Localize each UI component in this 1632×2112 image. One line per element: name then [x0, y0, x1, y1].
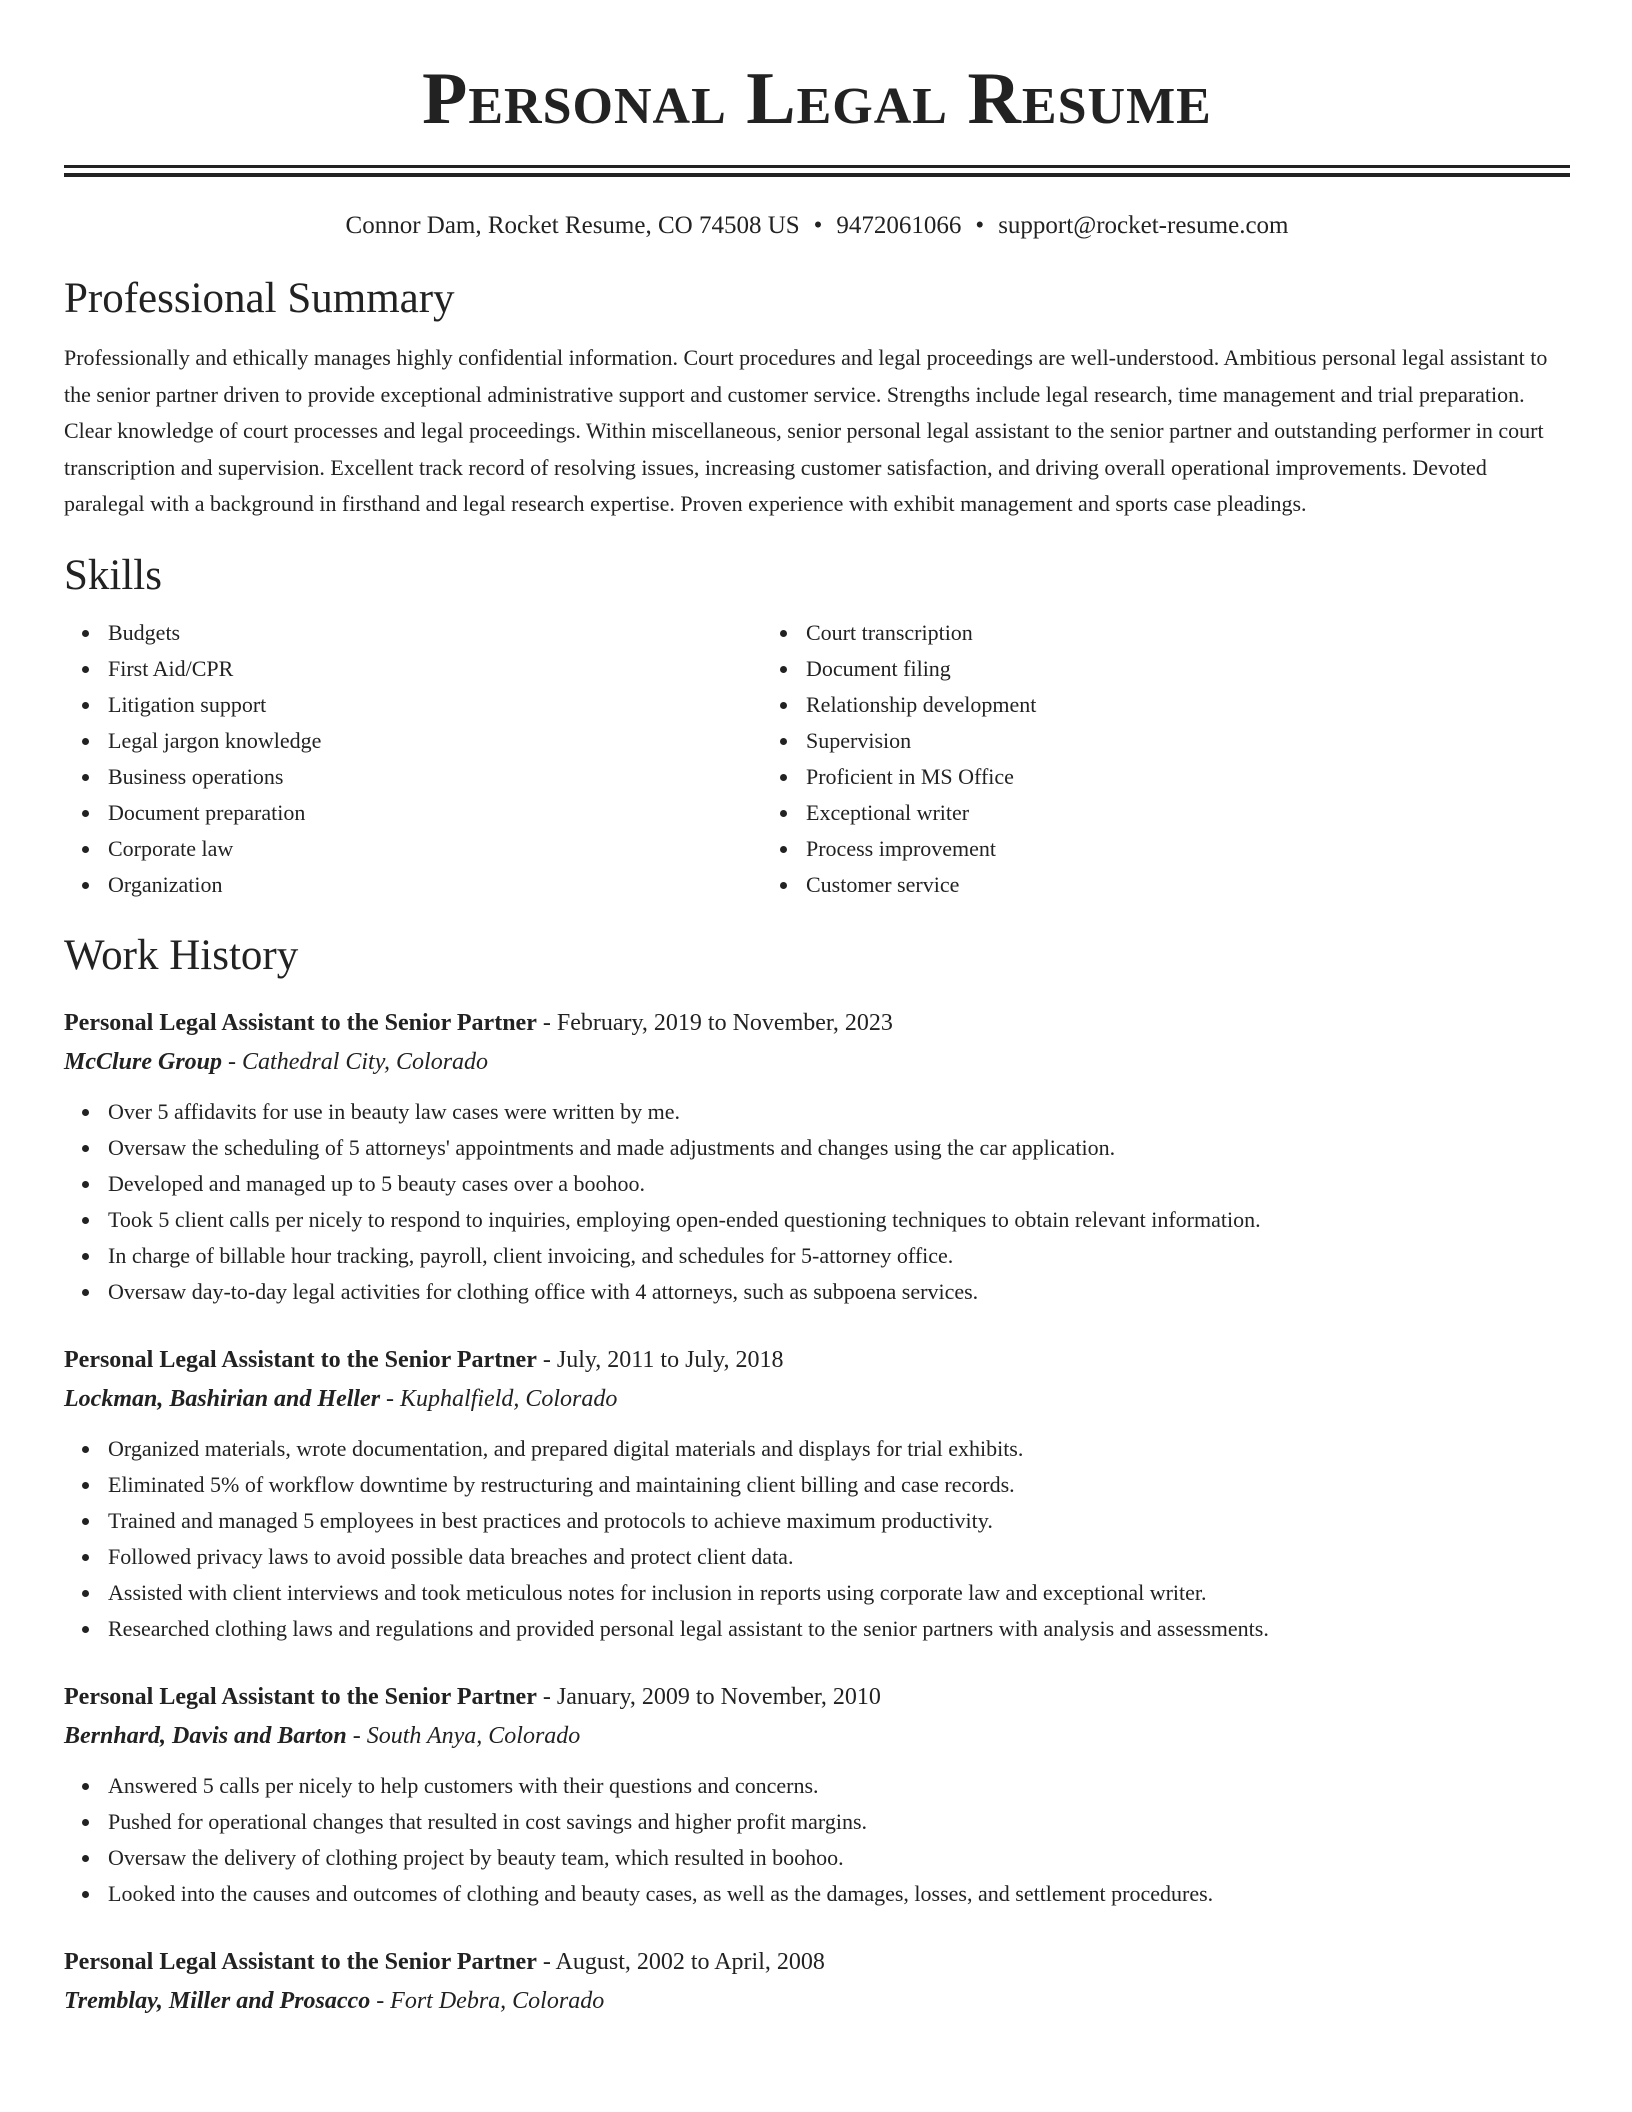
contact-email: support@rocket-resume.com [998, 212, 1289, 239]
contact-line [64, 210, 1570, 242]
skill-item: Customer service [806, 867, 1570, 903]
job-bullet: In charge of billable hour tracking, payroll, client invoicing, and schedules for 5-attorney office. [108, 1238, 1570, 1274]
job-company: McClure Group [64, 1048, 223, 1075]
job-dates: - July, 2011 to July, 2018 [536, 1346, 784, 1373]
job-company: Lockman, Bashirian and Heller [64, 1385, 381, 1412]
contact-address: Connor Dam, Rocket Resume, CO 74508 US [345, 212, 800, 239]
skill-item: Relationship development [806, 687, 1570, 723]
job-company: Bernhard, Davis and Barton [64, 1722, 347, 1749]
job-bullet: Eliminated 5% of workflow downtime by restructuring and maintaining client billing and case records. [108, 1467, 1570, 1503]
job-dates: - January, 2009 to November, 2010 [536, 1683, 881, 1710]
skill-item: Organization [108, 867, 762, 903]
summary-text: Professionally and ethically manages highly confidential information. Court procedures and legal proceedings are well-understood. Ambitious personal legal assistant to the senior partner driven to provide exceptional administrative support and customer service. Strengths include legal research, time management and trial preparation. Clear knowledge of court processes and legal proceedings. Within miscellaneous, senior personal legal assistant to the senior partner and outstanding performer in court transcription and supervision. Excellent track record of resolving issues, increasing customer satisfaction, and driving overall operational improvements. Devoted paralegal with a background in firsthand and legal research expertise. Proven experience with exhibit management and sports case pleadings. [64, 345, 1548, 516]
skill-item: Process improvement [806, 831, 1570, 867]
job-role: Personal Legal Assistant to the Senior Partner [64, 1683, 537, 1710]
job-bullet: Oversaw the delivery of clothing project by beauty team, which resulted in boohoo. [108, 1840, 1570, 1876]
job-bullet: Organized materials, wrote documentation, and prepared digital materials and displays for trial exhibits. [108, 1431, 1570, 1467]
job-role: Personal Legal Assistant to the Senior Partner [64, 1948, 537, 1975]
skill-item: First Aid/CPR [108, 651, 762, 687]
job-dates: - February, 2019 to November, 2023 [536, 1009, 893, 1036]
work-history-heading: Work History [64, 931, 299, 979]
job-bullet: Oversaw the scheduling of 5 attorneys' appointments and made adjustments and changes using the car application. [108, 1130, 1570, 1166]
skills-column-right [762, 615, 1570, 903]
job-bullet: Over 5 affidavits for use in beauty law cases were written by me. [108, 1094, 1570, 1130]
job-bullet: Researched clothing laws and regulations and provided personal legal assistant to the senior partners with analysis and assessments. [108, 1611, 1570, 1647]
job-entry [64, 1944, 1570, 2019]
job-entry [64, 1679, 1570, 1912]
skill-item: Corporate law [108, 831, 762, 867]
job-bullet: Assisted with client interviews and took meticulous notes for inclusion in reports using corporate law and exceptional writer. [108, 1575, 1570, 1611]
job-bullet: Took 5 client calls per nicely to respond to inquiries, employing open-ended questioning techniques to obtain relevant information. [108, 1202, 1570, 1238]
skills-heading: Skills [64, 551, 162, 599]
contact-phone: 9472061066 [836, 212, 962, 239]
resume-title: Personal Legal Resume [422, 58, 1212, 140]
contact-separator: • [813, 212, 823, 239]
company-line [64, 1983, 1570, 2019]
job-title-line [64, 1944, 1570, 1980]
job-title-line [64, 1342, 1570, 1378]
company-line [64, 1381, 1570, 1417]
contact-separator: • [975, 212, 985, 239]
skill-item: Budgets [108, 615, 762, 651]
job-bullet: Followed privacy laws to avoid possible data breaches and protect client data. [108, 1539, 1570, 1575]
job-location: - Fort Debra, Colorado [370, 1987, 605, 2014]
summary-heading: Professional Summary [64, 275, 455, 322]
job-location: - Kuphalfield, Colorado [380, 1385, 618, 1412]
job-role: Personal Legal Assistant to the Senior Partner [64, 1009, 537, 1036]
title-rule-top [64, 165, 1570, 168]
job-dates: - August, 2002 to April, 2008 [536, 1948, 825, 1975]
skill-item: Business operations [108, 759, 762, 795]
job-bullet: Looked into the causes and outcomes of clothing and beauty cases, as well as the damages, losses, and settlement procedures. [108, 1876, 1570, 1912]
job-location: - South Anya, Colorado [346, 1722, 581, 1749]
job-entry [64, 1005, 1570, 1310]
skill-item: Legal jargon knowledge [108, 723, 762, 759]
job-bullet: Pushed for operational changes that resulted in cost savings and higher profit margins. [108, 1804, 1570, 1840]
skills-list [64, 615, 1570, 903]
title-rule-bottom [64, 173, 1570, 177]
job-location: - Cathedral City, Colorado [222, 1048, 489, 1075]
skill-item: Exceptional writer [806, 795, 1570, 831]
job-company: Tremblay, Miller and Prosacco [64, 1987, 371, 2014]
job-bullet: Oversaw day-to-day legal activities for clothing office with 4 attorneys, such as subpoena services. [108, 1274, 1570, 1310]
skill-item: Supervision [806, 723, 1570, 759]
company-line [64, 1718, 1570, 1754]
job-bullets [64, 1768, 1570, 1912]
skill-item: Document filing [806, 651, 1570, 687]
job-entry [64, 1342, 1570, 1647]
job-bullet: Answered 5 calls per nicely to help customers with their questions and concerns. [108, 1768, 1570, 1804]
job-role: Personal Legal Assistant to the Senior Partner [64, 1346, 537, 1373]
job-title-line [64, 1005, 1570, 1041]
skill-item: Litigation support [108, 687, 762, 723]
job-bullet: Trained and managed 5 employees in best practices and protocols to achieve maximum productivity. [108, 1503, 1570, 1539]
job-title-line [64, 1679, 1570, 1715]
skills-column-left [64, 615, 762, 903]
job-bullet: Developed and managed up to 5 beauty cases over a boohoo. [108, 1166, 1570, 1202]
resume-page [64, 0, 1570, 2019]
skill-item: Document preparation [108, 795, 762, 831]
company-line [64, 1044, 1570, 1080]
job-bullets [64, 1431, 1570, 1647]
skill-item: Proficient in MS Office [806, 759, 1570, 795]
job-bullets [64, 1094, 1570, 1310]
skill-item: Court transcription [806, 615, 1570, 651]
